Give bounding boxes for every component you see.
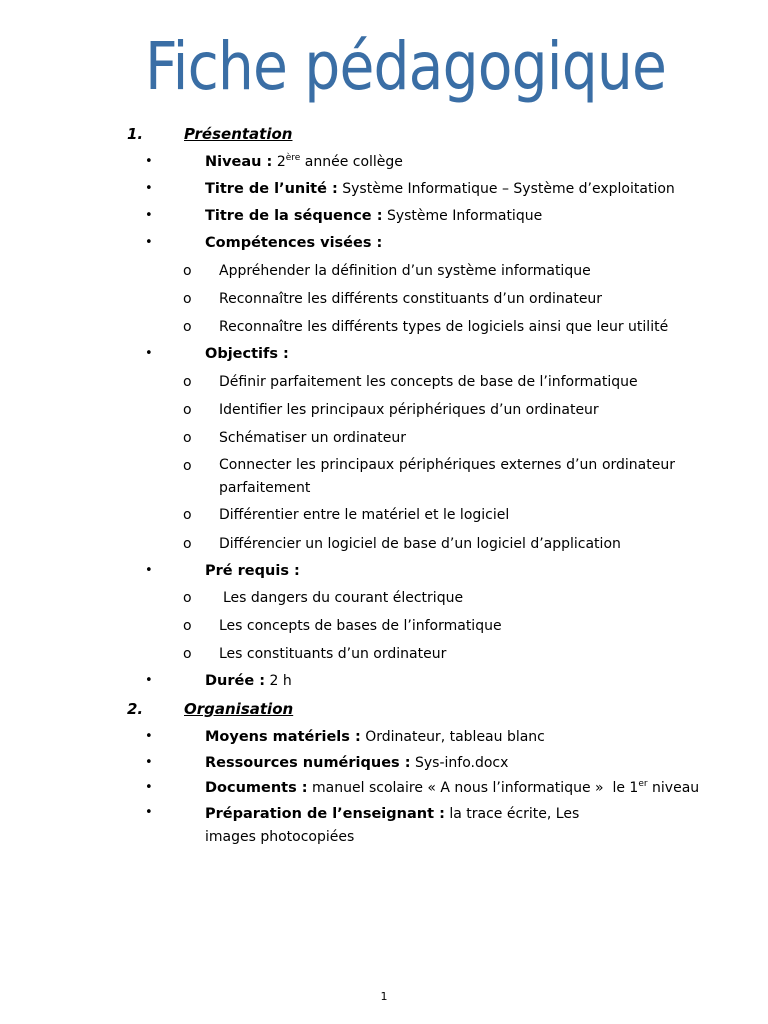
prerequis-label: Pré requis : xyxy=(205,563,300,579)
sub-bullet-icon: o xyxy=(183,374,192,390)
objectif-text: Schématiser un ordinateur xyxy=(219,430,407,446)
sub-bullet-icon: o xyxy=(183,618,192,634)
prerequis-text: Les concepts de bases de l’informatique xyxy=(219,618,502,634)
duree-label: Durée : xyxy=(205,673,266,689)
sequence-label: Titre de la séquence : xyxy=(205,208,383,224)
preparation-value: la trace écrite, Les images photocopiées xyxy=(205,806,580,845)
duree-value: 2 h xyxy=(269,673,292,689)
prerequis-text: Les dangers du courant électrique xyxy=(223,590,464,606)
moyens-value: Ordinateur, tableau blanc xyxy=(365,729,545,745)
section-1-heading xyxy=(0,124,768,146)
competences-label: Compétences visées : xyxy=(205,235,383,251)
sequence-value: Système Informatique xyxy=(386,208,543,224)
bullet-icon: • xyxy=(145,780,153,795)
sub-bullet-icon: o xyxy=(183,291,192,307)
bullet-icon: • xyxy=(145,346,153,361)
documents-value: manuel scolaire « A nous l’informatique » le 1 xyxy=(312,780,639,796)
section-number: 1. xyxy=(127,125,144,143)
unite-value: Système Informatique – Système d’exploitation xyxy=(342,181,675,197)
bullet-icon: • xyxy=(145,208,153,223)
competence-text: Reconnaître les différents types de logiciels ainsi que leur utilité xyxy=(219,319,669,335)
bullet-icon: • xyxy=(145,673,153,688)
sub-bullet-icon: o xyxy=(183,590,192,606)
documents-value-end: niveau xyxy=(652,780,700,796)
sub-bullet-icon: o xyxy=(183,263,192,279)
bullet-icon: • xyxy=(145,181,153,196)
sub-bullet-icon: o xyxy=(183,458,192,474)
section-title: Organisation xyxy=(184,700,294,718)
objectif-item xyxy=(0,456,768,502)
competence-text: Appréhender la définition d’un système informatique xyxy=(219,263,591,279)
objectifs-label: Objectifs : xyxy=(205,346,289,362)
competence-text: Reconnaître les différents constituants d’un ordinateur xyxy=(219,291,603,307)
objectif-text: Définir parfaitement les concepts de base de l’informatique xyxy=(219,374,638,390)
bullet-icon: • xyxy=(145,805,153,820)
section-2-heading xyxy=(0,699,768,721)
objectif-text: Connecter les principaux périphériques externes d’un ordinateur parfaitement xyxy=(219,457,675,496)
bullet-icon: • xyxy=(145,235,153,250)
niveau-num: 2 xyxy=(276,154,286,170)
niveau-sup: ère xyxy=(285,153,301,163)
bullet-icon: • xyxy=(145,755,153,770)
preparation-label: Préparation de l’enseignant : xyxy=(205,806,445,822)
bullet-icon: • xyxy=(145,563,153,578)
documents-sup: er xyxy=(638,779,648,789)
bullet-icon: • xyxy=(145,154,153,169)
prerequis-text: Les constituants d’un ordinateur xyxy=(219,646,447,662)
preparation-item xyxy=(0,803,768,849)
bullet-icon: • xyxy=(145,729,153,744)
ressources-label: Ressources numériques : xyxy=(205,755,411,771)
objectif-text: Identifier les principaux périphériques d’un ordinateur xyxy=(219,402,599,418)
objectif-text: Différentier entre le matériel et le logiciel xyxy=(219,507,510,523)
niveau-value: année collège xyxy=(304,154,403,170)
sub-bullet-icon: o xyxy=(183,507,192,523)
documents-label: Documents : xyxy=(205,780,308,796)
unite-label: Titre de l’unité : xyxy=(205,181,338,197)
sub-bullet-icon: o xyxy=(183,536,192,552)
document-title: Fiche pédagogique xyxy=(145,28,667,105)
objectif-text: Différencier un logiciel de base d’un logiciel d’application xyxy=(219,536,621,552)
section-number: 2. xyxy=(127,700,144,718)
moyens-label: Moyens matériels : xyxy=(205,729,361,745)
page-number: 1 xyxy=(380,990,388,1003)
sub-bullet-icon: o xyxy=(183,646,192,662)
section-title: Présentation xyxy=(184,125,293,143)
ressources-value: Sys-info.docx xyxy=(414,755,509,771)
sub-bullet-icon: o xyxy=(183,402,192,418)
sub-bullet-icon: o xyxy=(183,430,192,446)
sub-bullet-icon: o xyxy=(183,319,192,335)
niveau-label: Niveau : xyxy=(205,154,273,170)
